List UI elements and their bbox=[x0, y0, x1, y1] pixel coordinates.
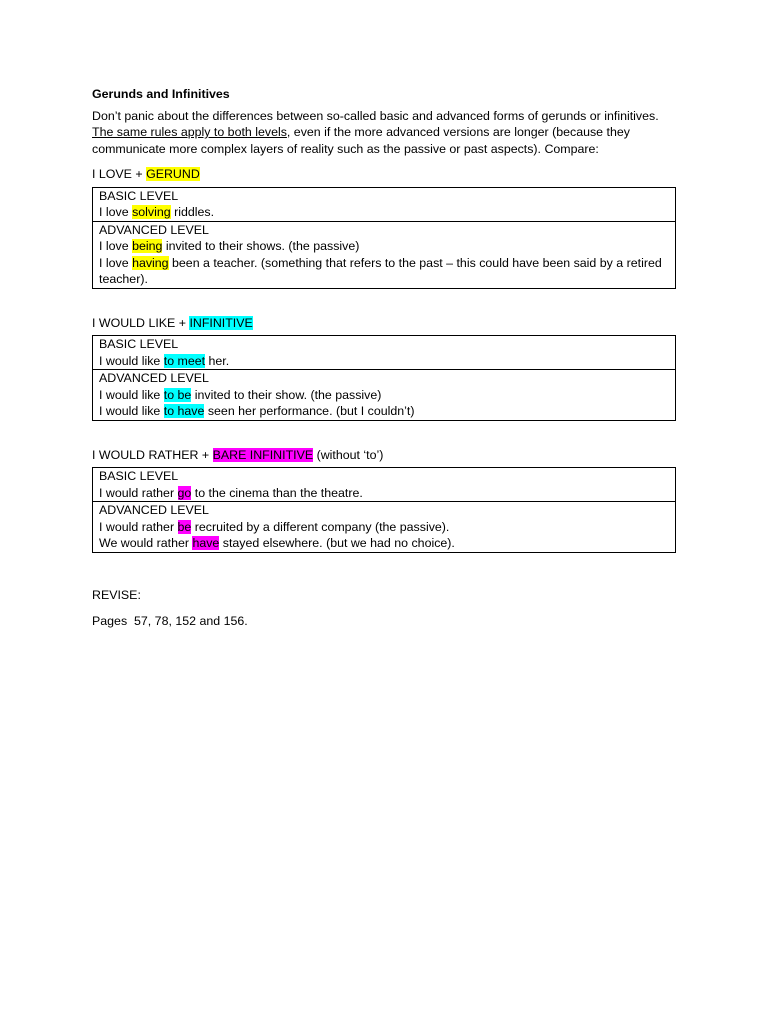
sentence-text: I would like bbox=[99, 404, 164, 418]
sentence-text: I would like bbox=[99, 353, 164, 368]
highlighted-verb: solving bbox=[132, 205, 171, 219]
example-table-infinitive bbox=[92, 335, 676, 421]
intro-paragraph bbox=[92, 108, 676, 158]
example-sentence bbox=[99, 204, 669, 221]
example-table-bare-infinitive bbox=[92, 467, 676, 553]
example-sentence bbox=[99, 387, 669, 404]
example-sentence bbox=[99, 353, 669, 370]
advanced-level-cell bbox=[93, 221, 676, 288]
level-label: BASIC LEVEL bbox=[99, 469, 179, 483]
sentence-text: We would rather bbox=[99, 536, 193, 550]
sentence-text: I would rather bbox=[99, 485, 178, 500]
highlighted-verb: be bbox=[177, 519, 192, 534]
basic-level-row bbox=[93, 468, 676, 502]
advanced-level-cell bbox=[93, 370, 676, 421]
level-label: BASIC LEVEL bbox=[99, 188, 179, 203]
heading-suffix: (without ‘to’) bbox=[313, 447, 384, 462]
sentence-text: her. bbox=[205, 353, 230, 368]
highlighted-verb: having bbox=[132, 255, 169, 270]
level-label: ADVANCED LEVEL bbox=[99, 503, 209, 517]
section-heading-infinitive bbox=[92, 315, 676, 332]
basic-level-cell bbox=[93, 336, 676, 370]
intro-text-end: , even if the more advanced versions are longer (because they communicate more complex layers of reality such as the passive or past aspects). Compare: bbox=[92, 125, 630, 156]
section-heading-gerund bbox=[92, 166, 676, 183]
example-sentence bbox=[99, 519, 669, 536]
example-sentence bbox=[99, 485, 669, 502]
heading-highlight: BARE INFINITIVE bbox=[212, 447, 314, 462]
advanced-level-row bbox=[93, 370, 676, 421]
heading-prefix: I WOULD RATHER + bbox=[92, 447, 213, 462]
heading-prefix: I WOULD LIKE + bbox=[92, 315, 190, 330]
level-label: BASIC LEVEL bbox=[99, 337, 179, 351]
example-table-gerund bbox=[92, 187, 676, 289]
basic-level-row bbox=[93, 187, 676, 221]
basic-level-cell bbox=[93, 468, 676, 502]
sentence-text: to the cinema than the theatre. bbox=[191, 485, 363, 500]
highlighted-verb: to meet bbox=[163, 353, 206, 368]
advanced-level-cell bbox=[93, 502, 676, 553]
heading-highlight: GERUND bbox=[146, 167, 200, 181]
document-page bbox=[92, 86, 676, 634]
sentence-text: been a teacher. (something that refers to the past – this could have been said by a retired teacher). bbox=[99, 255, 662, 286]
sentence-text: I love bbox=[99, 239, 133, 253]
advanced-level-row bbox=[93, 221, 676, 288]
heading-highlight: INFINITIVE bbox=[189, 315, 253, 330]
advanced-level-row bbox=[93, 502, 676, 553]
example-sentence bbox=[99, 238, 669, 255]
document-title: Gerunds and Infinitives bbox=[92, 87, 230, 101]
basic-level-cell bbox=[93, 187, 676, 221]
intro-underlined-text: The same rules apply to both levels bbox=[92, 125, 287, 139]
level-label: ADVANCED LEVEL bbox=[99, 371, 209, 385]
section-heading-bare-infinitive bbox=[92, 447, 676, 464]
example-sentence bbox=[99, 403, 669, 420]
highlighted-verb: being bbox=[132, 239, 163, 253]
sentence-text: recruited by a different company (the passive). bbox=[191, 519, 450, 534]
highlighted-verb: have bbox=[192, 536, 220, 550]
intro-text-start: Don’t panic about the differences between so-called basic and advanced forms of gerunds or infinitives. bbox=[92, 108, 659, 123]
sentence-text: invited to their shows. (the passive) bbox=[162, 239, 360, 253]
highlighted-verb: go bbox=[177, 485, 192, 500]
revise-pages: Pages 57, 78, 152 and 156. bbox=[92, 614, 248, 628]
basic-level-row bbox=[93, 336, 676, 370]
sentence-text: I love bbox=[99, 255, 133, 270]
example-sentence bbox=[99, 255, 669, 288]
sentence-text: I love bbox=[99, 205, 133, 219]
sentence-text: seen her performance. (but I couldn’t) bbox=[204, 404, 415, 418]
sentence-text: I would rather bbox=[99, 519, 178, 534]
sentence-text: riddles. bbox=[170, 205, 215, 219]
sentence-text: stayed elsewhere. (but we had no choice). bbox=[219, 536, 455, 550]
sentence-text: invited to their show. (the passive) bbox=[191, 387, 382, 402]
heading-prefix: I LOVE + bbox=[92, 167, 147, 181]
level-label: ADVANCED LEVEL bbox=[99, 222, 209, 237]
highlighted-verb: to have bbox=[163, 404, 205, 418]
revise-label: REVISE: bbox=[92, 587, 141, 602]
highlighted-verb: to be bbox=[163, 387, 192, 402]
sentence-text: I would like bbox=[99, 387, 164, 402]
example-sentence bbox=[99, 535, 669, 552]
